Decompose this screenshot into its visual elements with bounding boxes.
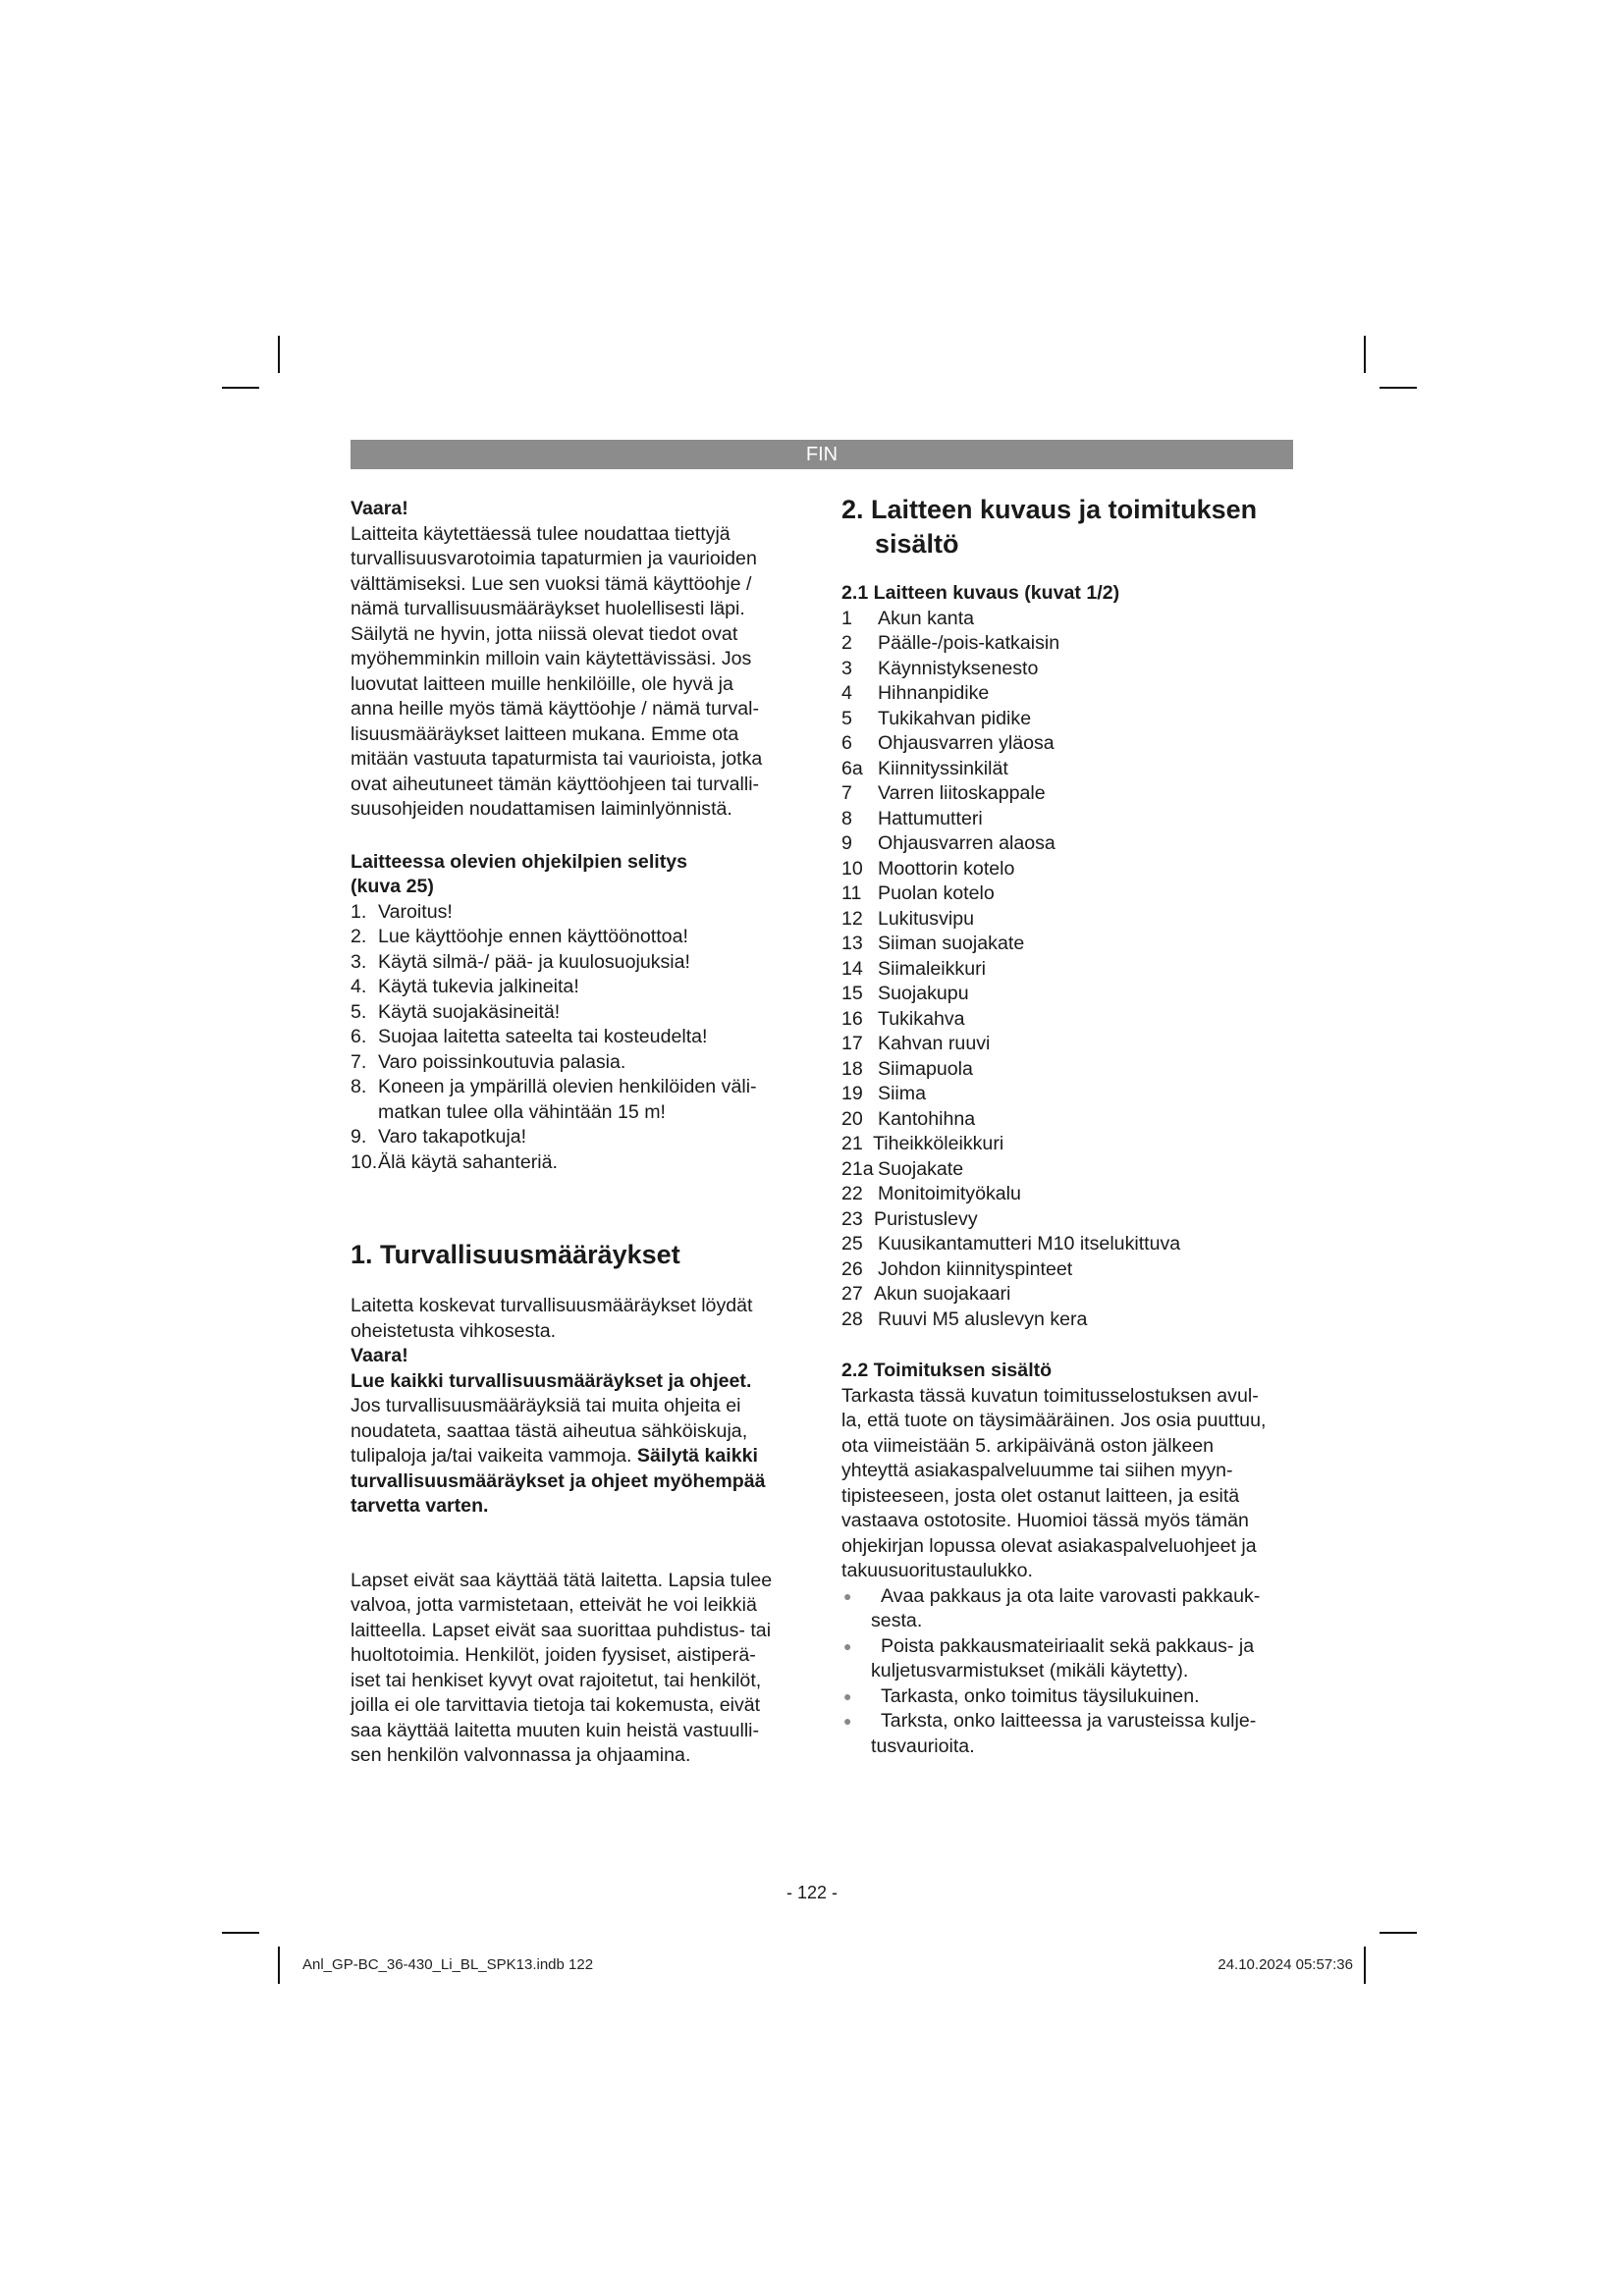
item-text: Suojaa laitetta sateelta tai kosteudelta!	[378, 1026, 708, 1047]
page-number: - 122 -	[785, 1883, 839, 1902]
section1-bold-instruction: Lue kaikki turvallisuusmääräykset ja ohjeet.	[351, 1369, 752, 1392]
list-item	[841, 807, 1295, 832]
crop-mark	[1380, 387, 1417, 389]
text-line: ovat aiheutuneet tämän käyttöohjeen tai turvalli-	[351, 773, 760, 795]
item-text: Varoitus!	[378, 900, 453, 923]
item-number: 4	[841, 682, 852, 704]
text-line: ota viimeistään 5. arkipäivänä oston jälkeen	[841, 1434, 1215, 1457]
section1-warning: Vaara!	[351, 1345, 408, 1366]
text-line: takuusuoritustaulukko.	[841, 1560, 1033, 1581]
item-text: Suojakate	[878, 1157, 964, 1180]
item-text: sesta.	[871, 1610, 923, 1631]
list-item	[841, 907, 1295, 933]
item-number: 10.	[351, 1150, 378, 1173]
list-item	[841, 607, 1295, 632]
text-line: turvallisuusmääräykset ja ohjeet myöhempää	[351, 1469, 766, 1492]
item-text: Akun kanta	[878, 607, 975, 629]
item-text: Ohjausvarren alaosa	[878, 832, 1056, 854]
item-text: Puolan kotelo	[878, 882, 995, 904]
item-number: 27	[841, 1283, 863, 1305]
bullet-icon: ●	[843, 1637, 852, 1654]
list-item	[841, 932, 1295, 957]
item-text: tusvaurioita.	[871, 1735, 975, 1757]
item-number	[351, 1100, 378, 1126]
section1-title: 1. Turvallisuusmääräykset	[351, 1240, 680, 1269]
item-text: Hihnanpidike	[878, 682, 990, 704]
item-text: Tarksta, onko laitteessa ja varusteissa kulje-	[881, 1710, 1257, 1732]
item-number: 26	[841, 1257, 863, 1280]
section2-title-line: sisältö	[875, 529, 959, 559]
item-text: Koneen ja ympärillä olevien henkilöiden väli-	[378, 1076, 757, 1097]
item-text: Lue käyttöohje ennen käyttöönottoa!	[378, 926, 688, 947]
item-text: Tarkasta, onko toimitus täysilukuinen.	[881, 1684, 1200, 1707]
list-item	[351, 1050, 802, 1076]
labels-title-line: Laitteessa olevien ohjekilpien selitys	[351, 850, 688, 873]
item-text: Ohjausvarren yläosa	[878, 732, 1055, 754]
text-line: valvoa, jotta varmistetaan, etteivät he voi leikkiä	[351, 1594, 757, 1616]
children-paragraph	[351, 1569, 802, 1769]
text-line: ohjekirjan lopussa olevat asiakaspalveluohjeet ja	[841, 1534, 1257, 1557]
text-line: turvallisuusvarotoimia tapaturmien ja vaurioiden	[351, 548, 757, 569]
text-line: Laitetta koskevat turvallisuusmääräykset löydät	[351, 1295, 753, 1316]
list-item	[841, 631, 1295, 657]
item-number: 3.	[351, 950, 367, 973]
item-text: Siimaleikkuri	[878, 957, 986, 980]
footer-datetime: 24.10.2024 05:57:36	[1218, 1956, 1353, 1973]
item-text: Kuusikantamutteri M10 itselukittuva	[878, 1233, 1181, 1255]
crop-mark	[1364, 336, 1366, 373]
text-line: vastaava ostotosite. Huomioi tässä myös tämän	[841, 1510, 1249, 1531]
list-item	[841, 982, 1295, 1007]
item-number: 3	[841, 657, 852, 679]
item-text: Puristuslevy	[874, 1207, 978, 1230]
item-text: Johdon kiinnityspinteet	[878, 1257, 1073, 1280]
item-number: 9.	[351, 1126, 367, 1148]
crop-mark	[278, 336, 280, 373]
item-text: Käytä suojakäsineitä!	[378, 1000, 561, 1023]
list-item	[841, 1282, 1295, 1308]
item-number: 20	[841, 1107, 863, 1130]
text-line: sen henkilön valvonnassa ja ohjaamina.	[351, 1744, 691, 1766]
list-item	[841, 731, 1295, 757]
text-line: mitään vastuuta tapaturmista tai vaurioista, jotka	[351, 748, 763, 770]
crop-mark	[278, 1947, 280, 1984]
item-text: Käynnistyksenesto	[878, 657, 1039, 679]
item-text: Monitoimityökalu	[878, 1183, 1021, 1204]
text-line: nämä turvallisuusmääräykset huolellisesti läpi.	[351, 598, 745, 619]
section2-title	[841, 493, 1295, 561]
text-line: välttämiseksi. Lue sen vuoksi tämä käyttöohje /	[351, 572, 752, 595]
item-text: Tukikahva	[878, 1007, 965, 1030]
item-number: 6	[841, 732, 852, 754]
list-item	[841, 831, 1295, 857]
section1-intro	[351, 1294, 802, 1344]
text-line: laitteella. Lapset eivät saa suorittaa puhdistus- tai	[351, 1619, 772, 1641]
item-text: Tukikahvan pidike	[878, 707, 1032, 729]
footer-file: Anl_GP-BC_36-430_Li_BL_SPK13.indb 122	[302, 1956, 594, 1973]
crop-mark	[222, 387, 259, 389]
item-text: Suojakupu	[878, 983, 969, 1004]
item-text: Käytä tukevia jalkineita!	[378, 976, 579, 997]
item-number: 17	[841, 1033, 863, 1054]
text-line: joilla ei ole tarvittavia tietoja tai kokemusta, eivät	[351, 1694, 761, 1716]
list-item	[841, 1257, 1295, 1283]
sub22-title: 2.2 Toimituksen sisältö	[841, 1360, 1053, 1381]
checklist	[841, 1584, 1295, 1760]
item-number: 1	[841, 607, 852, 629]
list-item	[841, 1232, 1295, 1257]
item-text: Varren liitoskappale	[878, 782, 1046, 804]
item-number: 16	[841, 1007, 863, 1030]
text-line: Säilytä ne hyvin, jotta niissä olevat tiedot ovat	[351, 622, 738, 645]
list-item	[841, 657, 1295, 682]
list-item	[841, 1132, 1295, 1157]
list-item	[841, 1735, 1295, 1760]
item-number: 13	[841, 933, 863, 954]
text-line: huoltotoimia. Henkilöt, joiden fyysiset, aistiperä-	[351, 1644, 756, 1666]
list-item	[841, 881, 1295, 907]
item-text: Älä käytä sahanteriä.	[378, 1150, 558, 1173]
list-item	[841, 757, 1295, 782]
item-number: 12	[841, 907, 863, 930]
list-item	[841, 1182, 1295, 1207]
item-number: 8	[841, 807, 852, 829]
list-item	[841, 1107, 1295, 1133]
item-text: Akun suojakaari	[874, 1283, 1011, 1305]
list-item	[351, 1025, 802, 1050]
labels-title-line: (kuva 25)	[351, 876, 434, 897]
text-line: myöhemminkin milloin vain käytettävissäsi. Jos	[351, 648, 752, 669]
text-line: noudateta, saattaa tästä aiheutua sähköiskuja,	[351, 1419, 748, 1442]
item-text: Siimapuola	[878, 1057, 973, 1080]
text-line: lisuusmääräykset laitteen mukana. Emme ota	[351, 722, 739, 745]
text-line: oheistetusta vihkosesta.	[351, 1319, 557, 1342]
item-text: Varo takapotkuja!	[378, 1126, 527, 1148]
text-line	[351, 1444, 802, 1469]
text-line: Lapset eivät saa käyttää tätä laitetta. Lapsia tulee	[351, 1569, 773, 1591]
list-item	[841, 957, 1295, 983]
section2-title-line: 2. Laitteen kuvaus ja toimituksen	[841, 495, 1258, 524]
item-number: 7	[841, 782, 852, 804]
bullet-icon: ●	[843, 1713, 852, 1729]
text-line: tarvetta varten.	[351, 1495, 489, 1517]
right-column	[841, 497, 1295, 1759]
list-item	[351, 975, 802, 1000]
item-text: Varo poissinkoutuvia palasia.	[378, 1050, 626, 1073]
labels-title	[351, 850, 802, 900]
item-text: matkan tulee olla vähintään 15 m!	[378, 1100, 666, 1123]
text-line: la, että tuote on täysimääräinen. Jos osia puuttuu,	[841, 1410, 1267, 1431]
item-number: 5.	[351, 1000, 367, 1023]
bullet-icon: ●	[843, 1687, 852, 1704]
item-number: 21	[841, 1133, 863, 1154]
item-number: 19	[841, 1083, 863, 1104]
list-item	[841, 1659, 1295, 1684]
text-line: luovutat laitteen muille henkilöille, ole hyvä ja	[351, 672, 733, 695]
item-text: Avaa pakkaus ja ota laite varovasti pakkauk-	[881, 1584, 1261, 1607]
item-number: 5	[841, 707, 852, 729]
item-number: 11	[841, 882, 862, 904]
text-line: tipisteeseen, josta olet ostanut laitteen, ja esitä	[841, 1484, 1240, 1507]
item-number: 2.	[351, 926, 367, 947]
item-number: 25	[841, 1233, 863, 1255]
item-number: 6.	[351, 1026, 367, 1047]
item-text: Kiinnityssinkilät	[878, 757, 1008, 779]
item-number: 10	[841, 857, 863, 880]
sub21-title: 2.1 Laitteen kuvaus (kuvat 1/2)	[841, 582, 1120, 604]
item-number: 2	[841, 632, 852, 654]
item-number: 4.	[351, 976, 367, 997]
left-column	[351, 497, 802, 1769]
warning-text	[351, 522, 802, 823]
crop-mark	[222, 1932, 259, 1934]
list-item	[841, 1032, 1295, 1057]
text-line: Tarkasta tässä kuvatun toimitusselostuksen avul-	[841, 1384, 1259, 1407]
list-item	[351, 1075, 802, 1100]
list-item	[841, 781, 1295, 807]
item-text: Tiheikköleikkuri	[873, 1133, 1004, 1154]
safety-labels-list	[351, 900, 802, 1176]
item-number: 28	[841, 1308, 863, 1330]
item-number: 18	[841, 1057, 863, 1080]
list-item	[841, 1609, 1295, 1634]
warning-title: Vaara!	[351, 498, 408, 519]
text-line: iset tai henkiset kyvyt ovat rajoitetut, tai henkilöt,	[351, 1669, 762, 1691]
crop-mark	[1380, 1932, 1417, 1934]
item-text: Kahvan ruuvi	[878, 1033, 991, 1054]
list-item	[351, 925, 802, 950]
item-text: Siima	[878, 1083, 926, 1104]
item-number: 22	[841, 1183, 863, 1204]
item-text: kuljetusvarmistukset (mikäli käytetty).	[871, 1660, 1189, 1682]
item-text: Hattumutteri	[878, 807, 983, 829]
list-item	[841, 1709, 1295, 1735]
list-item	[841, 1057, 1295, 1083]
text-line: Jos turvallisuusmääräyksiä tai muita ohjeita ei	[351, 1395, 741, 1416]
item-number: 15	[841, 983, 863, 1004]
list-item	[351, 1100, 802, 1126]
list-item	[351, 1125, 802, 1150]
language-header: FIN	[351, 440, 1293, 469]
list-item	[351, 1000, 802, 1026]
text-line: anna heille myös tämä käyttöohje / nämä turval-	[351, 698, 760, 720]
item-text: Moottorin kotelo	[878, 857, 1015, 880]
item-text: Kantohihna	[878, 1107, 976, 1130]
list-item	[841, 1308, 1295, 1333]
item-number: 7.	[351, 1050, 367, 1073]
bullet-icon: ●	[843, 1587, 852, 1604]
list-item	[841, 857, 1295, 882]
text-line: saa käyttää laitetta muuten kuin heistä vastuulli-	[351, 1719, 760, 1741]
text-bold: Säilytä kaikki	[636, 1445, 758, 1467]
item-number: 6a	[841, 757, 863, 779]
item-number: 14	[841, 957, 863, 980]
sub22-paragraph	[841, 1384, 1295, 1584]
item-text: Käytä silmä-/ pää- ja kuulosuojuksia!	[378, 950, 691, 973]
text-line: Laitteita käytettäessä tulee noudattaa tiettyjä	[351, 522, 731, 545]
list-item	[841, 1007, 1295, 1033]
item-number: 23	[841, 1207, 863, 1230]
crop-mark	[1364, 1947, 1366, 1984]
item-text: Siiman suojakate	[878, 933, 1025, 954]
item-text: Poista pakkausmateiriaalit sekä pakkaus- ja	[881, 1634, 1255, 1657]
list-item	[351, 900, 802, 926]
list-item	[841, 1584, 1295, 1610]
list-item	[841, 1207, 1295, 1233]
list-item	[841, 1157, 1295, 1183]
item-text: Päälle-/pois-katkaisin	[878, 632, 1060, 654]
list-item	[841, 1634, 1295, 1660]
list-item	[841, 1082, 1295, 1107]
list-item	[351, 950, 802, 976]
item-number: 21a	[841, 1157, 874, 1180]
list-item	[841, 1684, 1295, 1710]
item-text: Ruuvi M5 aluslevyn kera	[878, 1308, 1088, 1330]
text-line: suusohjeiden noudattamisen laiminlyönnistä.	[351, 798, 732, 820]
list-item	[841, 707, 1295, 732]
item-number: 1.	[351, 900, 367, 923]
item-number: 8.	[351, 1076, 367, 1097]
list-item	[841, 681, 1295, 707]
text-plain: tulipaloja ja/tai vaikeita vammoja.	[351, 1445, 637, 1467]
item-text: Lukitusvipu	[878, 907, 975, 930]
text-line: yhteyttä asiakaspalveluumme tai siihen myyn-	[841, 1460, 1233, 1481]
parts-list	[841, 607, 1295, 1333]
item-number: 9	[841, 832, 852, 854]
list-item	[351, 1150, 802, 1176]
